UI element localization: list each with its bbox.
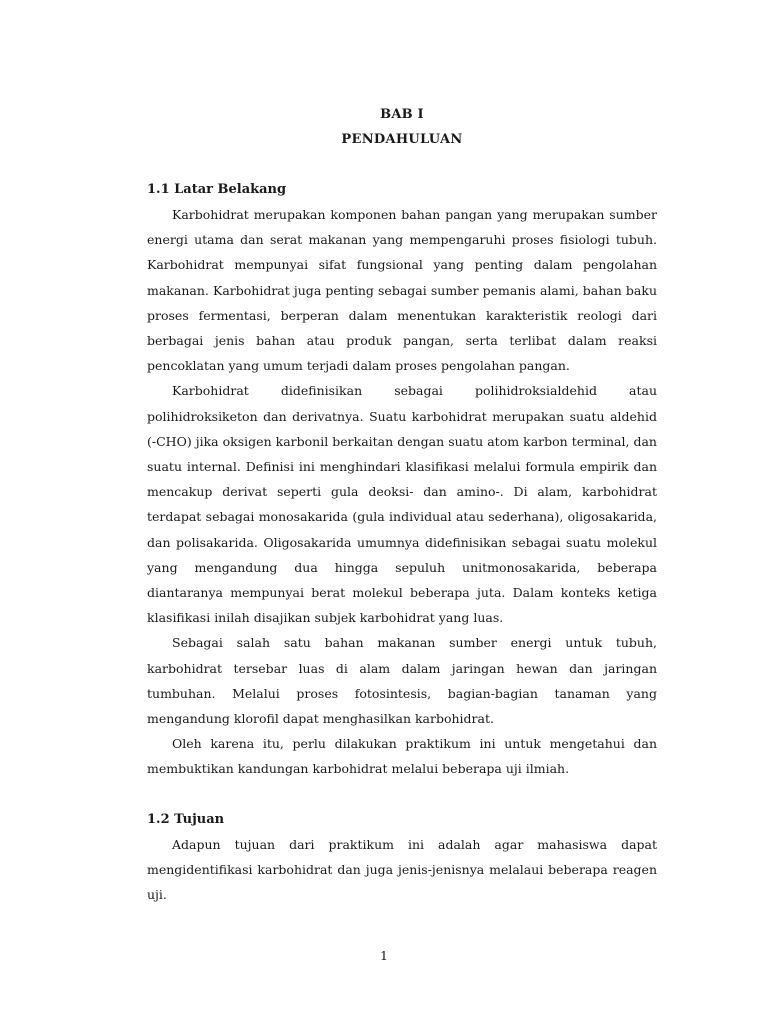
paragraph: Karbohidrat didefinisikan sebagai polihidroksialdehid atau polihidroksiketon dan derivatnya. Suatu karbohidrat merupakan suatu aldehid (-CHO) jika oksigen karbonil berkaitan dengan suatu atom karbon terminal, dan suatu internal. Definisi ini menghindari klasifikasi melalui formula empirik dan mencakup derivat seperti gula deoksi- dan amino-. Di alam, karbohidrat terdapat sebagai monosakarida (gula individual atau sederhana), oligosakarida, dan polisakarida. Oligosakarida umumnya didefinisikan sebagai suatu molekul yang mengandung dua hingga sepuluh unitmonosakarida, beberapa diantaranya mempunyai berat molekul beberapa juta. Dalam konteks ketiga klasifikasi inilah disajikan subjek karbohidrat yang luas. <box>147 383 657 626</box>
page-number: 1 <box>380 948 388 963</box>
section-heading: 1.2 Tujuan <box>147 811 225 827</box>
paragraph: Adapun tujuan dari praktikum ini adalah agar mahasiswa dapat mengidentifikasi karbohidrat dan juga jenis-jenisnya melalaui beberapa reagen uji. <box>147 836 657 903</box>
chapter-number: BAB I <box>380 107 424 122</box>
page-content <box>147 102 657 907</box>
paragraph: Sebagai salah satu bahan makanan sumber energi untuk tubuh, karbohidrat tersebar luas di alam dalam jaringan hewan dan jaringan tumbuhan. Melalui proses fotosintesis, bagian-bagian tanaman yang mengandung klorofil dapat menghasilkan karbohidrat. <box>147 635 657 727</box>
section-latar-belakang <box>147 177 657 782</box>
section-heading: 1.1 Latar Belakang <box>147 182 287 197</box>
paragraph: Karbohidrat merupakan komponen bahan pangan yang merupakan sumber energi utama dan serat makanan yang mempengaruhi proses fisiologi tubuh. Karbohidrat mempunyai sifat fungsional yang penting dalam pengolahan makanan. Karbohidrat juga penting sebagai sumber pemanis alami, bahan baku proses fermentasi, berperan dalam menentukan karakteristik reologi dari berbagai jenis bahan atau produk pangan, serta terlibat dalam reaksi pencoklatan yang umum terjadi dalam proses pengolahan pangan. <box>147 207 657 374</box>
paragraph: Oleh karena itu, perlu dilakukan praktikum ini untuk mengetahui dan membuktikan kandungan karbohidrat melalui beberapa uji ilmiah. <box>147 736 657 777</box>
chapter-title: PENDAHULUAN <box>341 132 463 147</box>
section-tujuan <box>147 807 657 908</box>
